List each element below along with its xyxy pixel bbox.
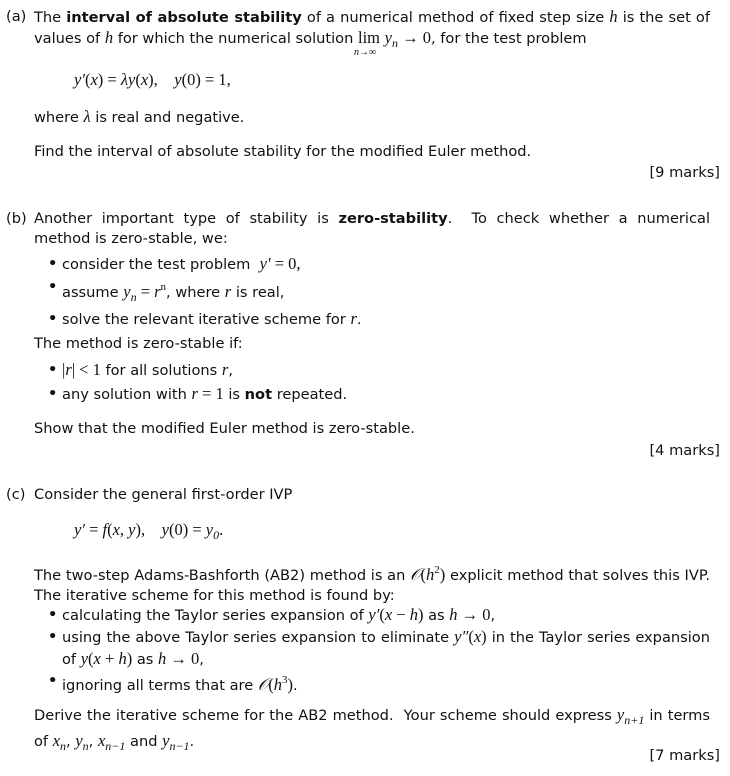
math-symbol: r: [191, 384, 198, 403]
math-text: (: [379, 605, 385, 624]
math-symbol: x: [52, 730, 61, 750]
math-symbol: r: [154, 282, 161, 301]
bullet-item: [34, 308, 710, 331]
math-text: ): [417, 605, 424, 624]
bullet-item: [34, 382, 710, 406]
text-run: Another important type of stability is: [34, 210, 339, 227]
math-text: (: [135, 70, 141, 89]
math-text: ,: [119, 520, 129, 539]
math-text: → 0: [166, 649, 200, 668]
math-text: ): [126, 649, 133, 668]
text-run: .: [292, 677, 298, 694]
math-symbol: x: [140, 70, 149, 89]
math-text: (0) = 1,: [181, 70, 231, 89]
math-symbol: x: [112, 520, 120, 539]
math-subscript: n: [391, 35, 398, 50]
math-symbol: λy: [120, 70, 136, 89]
math-symbol: y′: [259, 254, 271, 273]
text-run: ,: [66, 732, 76, 750]
math-text: (0) =: [168, 520, 206, 539]
math-symbol: h: [118, 649, 127, 668]
math-text: ): [287, 675, 293, 694]
math-text: | < 1: [71, 360, 101, 379]
math-symbol: λ: [83, 107, 91, 126]
bold-text: interval of absolute stability: [66, 9, 302, 26]
part-b-steps-list: [34, 253, 710, 331]
math-text: (: [107, 520, 113, 539]
part-a-label: (a): [6, 8, 27, 25]
text-run: ,: [490, 607, 496, 624]
text-run: assume: [62, 284, 124, 301]
math-symbol: 𝒪: [410, 565, 421, 584]
math-symbol: y: [384, 27, 392, 47]
text-run: .: [356, 311, 362, 328]
text-run: ,: [88, 732, 98, 750]
math-text: → 0: [397, 27, 431, 47]
text-run: Consider the general first-order IVP: [34, 486, 293, 503]
bullet-item: [34, 670, 710, 696]
math-text: |: [62, 360, 66, 379]
text-run: The two-step Adams-Bashforth (AB2) method is an: [34, 567, 411, 584]
part-c-label: (c): [6, 486, 26, 503]
math-text: = 1: [197, 384, 224, 403]
text-run: in the Taylor series expansion of: [62, 629, 715, 668]
math-subscript: n: [60, 738, 67, 753]
limit-word: lim: [358, 27, 381, 47]
text-run: any solution with: [62, 386, 192, 403]
math-text: .: [219, 520, 224, 539]
text-run: , where: [166, 284, 225, 301]
text-run: as: [423, 607, 450, 624]
math-symbol: h: [609, 7, 618, 26]
math-symbol: y: [161, 520, 169, 539]
part-c-intro: [34, 485, 710, 505]
math-text: (: [468, 627, 474, 646]
math-subscript: n−1: [105, 738, 126, 753]
text-run: consider the test problem: [62, 256, 260, 273]
text-run: repeated.: [272, 386, 348, 403]
math-text: = 0,: [270, 254, 301, 273]
text-run: in terms of: [34, 707, 715, 750]
text-run: .: [189, 732, 195, 750]
math-symbol: y: [123, 282, 131, 301]
part-b-question: [34, 419, 710, 439]
part-c-marks: [7 marks]: [649, 747, 720, 764]
math-text: ),: [148, 70, 175, 89]
text-run: The: [34, 9, 67, 26]
text-run: ,: [199, 651, 204, 668]
math-symbol: y: [205, 520, 214, 539]
math-text: ): [481, 627, 487, 646]
math-text: ): [439, 565, 446, 584]
math-symbol: h: [273, 675, 282, 694]
math-symbol: y: [616, 705, 625, 724]
math-text: =: [84, 520, 103, 539]
math-symbol: y: [128, 520, 136, 539]
text-run: is the set of values of: [34, 9, 715, 47]
text-run: calculating the Taylor series expansion of: [62, 607, 369, 624]
limit-subscript: n→∞: [354, 46, 377, 58]
math-text: (: [88, 649, 94, 668]
part-b-label: (b): [6, 210, 27, 227]
math-symbol: x: [384, 605, 393, 624]
math-symbol: r: [221, 360, 229, 379]
math-symbol: y′: [74, 520, 85, 539]
math-superscript: 2: [434, 564, 440, 576]
math-subscript: n+1: [624, 713, 645, 727]
text-run: Find the interval of absolute stability for the modified Euler method.: [34, 143, 532, 160]
math-superscript: n: [160, 281, 167, 293]
math-symbol: r: [350, 309, 357, 328]
text-run: for all solutions: [100, 362, 222, 379]
math-symbol: y: [75, 730, 83, 750]
math-text: → 0: [457, 605, 491, 624]
math-text: −: [392, 605, 410, 624]
math-text: (: [268, 675, 274, 694]
math-symbol: x: [97, 730, 106, 750]
part-a-question: [34, 142, 710, 162]
math-symbol: y: [80, 649, 89, 668]
part-b-marks: [4 marks]: [649, 442, 720, 459]
text-run: and: [125, 732, 163, 750]
text-run: . To check whether a numerical method is zero-stable, we:: [34, 210, 715, 247]
math-superscript: 3: [281, 674, 288, 686]
math-symbol: y″: [454, 627, 469, 646]
math-symbol: y′: [74, 70, 85, 89]
bullet-item: [34, 604, 710, 626]
math-symbol: h: [449, 605, 458, 624]
bullet-item: [34, 626, 715, 670]
math-text: (: [84, 70, 91, 89]
text-run: explicit method that solves this IVP. The iterative scheme for this method is found by:: [34, 567, 715, 604]
text-run: ,: [228, 362, 233, 379]
part-b-intro: [34, 209, 715, 248]
text-run: as: [132, 651, 159, 668]
text-run: where: [34, 109, 84, 126]
part-b-conditions-list: [34, 358, 710, 406]
math-subscript: n: [82, 738, 89, 753]
math-symbol: y: [174, 70, 182, 89]
math-symbol: r: [224, 282, 232, 301]
bullet-item: [34, 358, 710, 382]
text-run: Derive the iterative scheme for the AB2 method. Your scheme should express: [34, 707, 617, 724]
text-run: Show that the modified Euler method is zero-stable.: [34, 420, 415, 437]
part-c-steps-list: [34, 604, 715, 696]
math-text: ) =: [97, 70, 121, 89]
text-run: for which the numerical solution: [113, 29, 358, 47]
text-run: ignoring all terms that are: [62, 677, 258, 694]
bullet-item: [34, 253, 710, 276]
math-subscript: n−1: [169, 738, 190, 753]
math-symbol: 𝒪: [257, 675, 269, 694]
bold-text: zero-stability: [338, 210, 448, 227]
math-text: (: [420, 565, 427, 584]
text-run: is: [223, 386, 245, 403]
part-c-question: [34, 705, 715, 756]
math-symbol: y′: [368, 605, 380, 624]
math-symbol: h: [158, 649, 167, 668]
text-run: The method is zero-stable if:: [34, 335, 243, 352]
math-text: ),: [135, 520, 162, 539]
math-symbol: h: [409, 605, 418, 624]
math-text: +: [100, 649, 119, 668]
part-a-equation: [74, 70, 231, 90]
text-run: is real,: [231, 284, 285, 301]
part-b-condition-heading: [34, 334, 710, 354]
bullet-item: [34, 276, 710, 308]
part-a-intro: [34, 7, 715, 58]
math-symbol: x: [90, 70, 98, 89]
part-c-equation: [74, 520, 223, 546]
text-run: using the above Taylor series expansion to eliminate: [62, 629, 455, 646]
math-symbol: x: [473, 627, 482, 646]
math-symbol: r: [65, 360, 72, 379]
text-run: , for the test problem: [430, 29, 587, 47]
part-a-lambda-note: [34, 107, 710, 128]
math-symbol: y: [162, 730, 170, 750]
math-symbol: h: [426, 565, 435, 584]
part-c-ab2-description: [34, 561, 715, 605]
text-run: solve the relevant iterative scheme for: [62, 311, 351, 328]
text-run: of a numerical method of fixed step size: [301, 9, 610, 26]
math-text: =: [136, 282, 155, 301]
text-run: is real and negative.: [90, 109, 245, 126]
limit-operator: [354, 27, 381, 58]
math-symbol: h: [104, 27, 114, 47]
part-a-marks: [9 marks]: [649, 164, 720, 181]
bold-text: not: [244, 386, 273, 403]
math-symbol: x: [93, 649, 101, 668]
math-subscript: n: [130, 290, 137, 304]
math-symbol: f: [102, 520, 108, 539]
math-subscript: 0: [213, 528, 220, 542]
